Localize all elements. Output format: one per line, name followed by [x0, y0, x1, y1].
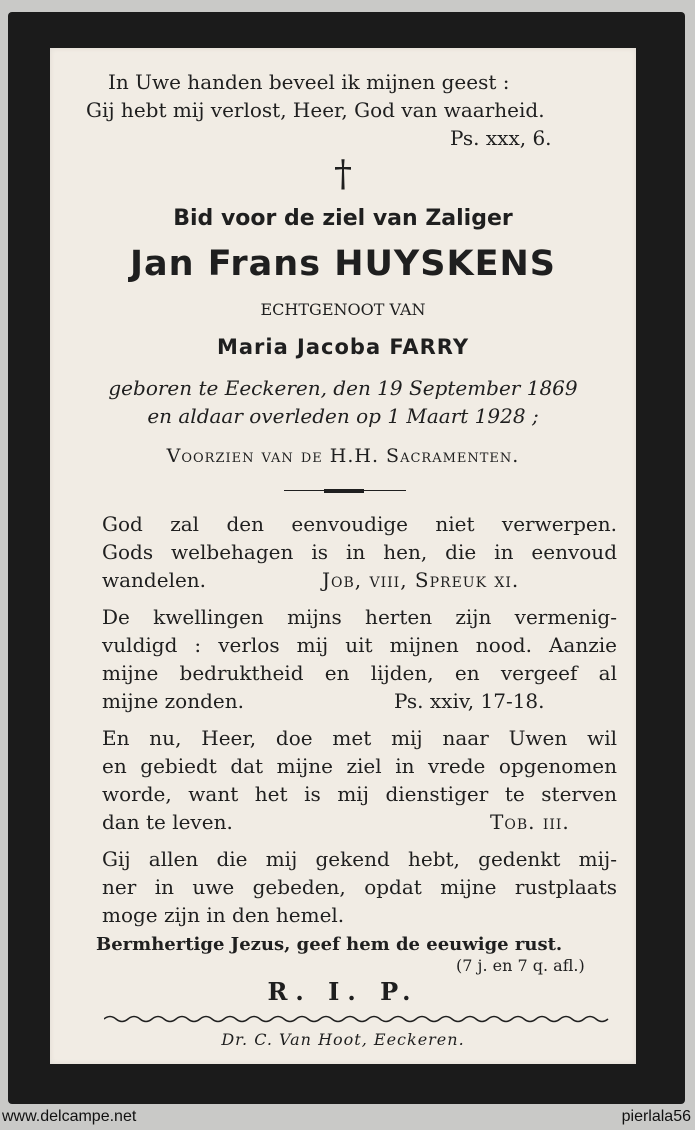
passage-2-last-line: mijne zonden. [102, 689, 244, 713]
cross-icon: † [334, 154, 352, 195]
passage-4-line-1: Gij allen die mij gekend hebt, gedenkt mij- [102, 847, 617, 871]
passage-3-ref: Tob. iii. [490, 810, 570, 834]
epigraph-line-2: Gij hebt mij verlost, Heer, God van waarheid. [86, 98, 545, 122]
sacraments-line: Voorzien van de H.H. Sacramenten. [166, 445, 520, 467]
birth-line: geboren te Eeckeren, den 19 September 1869 [108, 376, 578, 400]
deceased-name: Jan Frans HUYSKENS [129, 244, 557, 284]
passage-3-line-3: worde, want het is mij dienstiger te sterven [102, 782, 617, 806]
closing-prayer: Bermhertige Jezus, geef hem de eeuwige rust. [96, 934, 563, 955]
memorial-card [50, 48, 636, 1064]
indulgence-note: (7 j. en 7 q. afl.) [456, 956, 585, 975]
epigraph-ref: Ps. xxx, 6. [450, 126, 552, 150]
spouse-name: Maria Jacoba FARRY [216, 335, 470, 359]
prayer-heading: Bid voor de ziel van Zaliger [173, 206, 513, 231]
epigraph-line-1: In Uwe handen beveel ik mijnen geest : [108, 70, 510, 94]
passage-3-line-2: en gebiedt dat mijne ziel in vrede opgenomen [102, 754, 617, 778]
wavy-rule [104, 1014, 614, 1024]
watermark-right: pierlala56 [621, 1108, 691, 1125]
spouse-label: ECHTGENOOT VAN [260, 300, 426, 319]
divider-center [324, 489, 364, 493]
passage-1-line-2: Gods welbehagen is in hen, die in eenvoud [102, 540, 617, 564]
passage-2-ref: Ps. xxiv, 17-18. [394, 689, 545, 713]
divider-right [364, 490, 406, 491]
passage-3-last-line: dan te leven. [102, 810, 233, 834]
rip-text: R. I. P. [267, 977, 419, 1006]
passage-1-line-1: God zal den eenvoudige niet verwerpen. [102, 512, 617, 536]
passage-4-last-line: moge zijn in den hemel. [102, 903, 345, 927]
passage-2-line-1: De kwellingen mijns herten zijn vermenig- [102, 605, 617, 629]
printer-line: Dr. C. Van Hoot, Eeckeren. [221, 1030, 465, 1049]
passage-3-line-1: En nu, Heer, doe met mij naar Uwen wil [102, 726, 617, 750]
passage-1-ref: Job, viii, Spreuk xi. [322, 568, 520, 592]
death-line: en aldaar overleden op 1 Maart 1928 ; [147, 404, 539, 428]
passage-1-last-line: wandelen. [102, 568, 207, 592]
passage-2-line-3: mijne bedruktheid en lijden, en vergeef al [102, 661, 617, 685]
passage-4-line-2: ner in uwe gebeden, opdat mijne rustplaats [102, 875, 617, 899]
watermark-left: www.delcampe.net [2, 1108, 137, 1125]
passage-2-line-2: vuldigd : verlos mij uit mijnen nood. Aanzie [102, 633, 617, 657]
divider-left [284, 490, 324, 491]
